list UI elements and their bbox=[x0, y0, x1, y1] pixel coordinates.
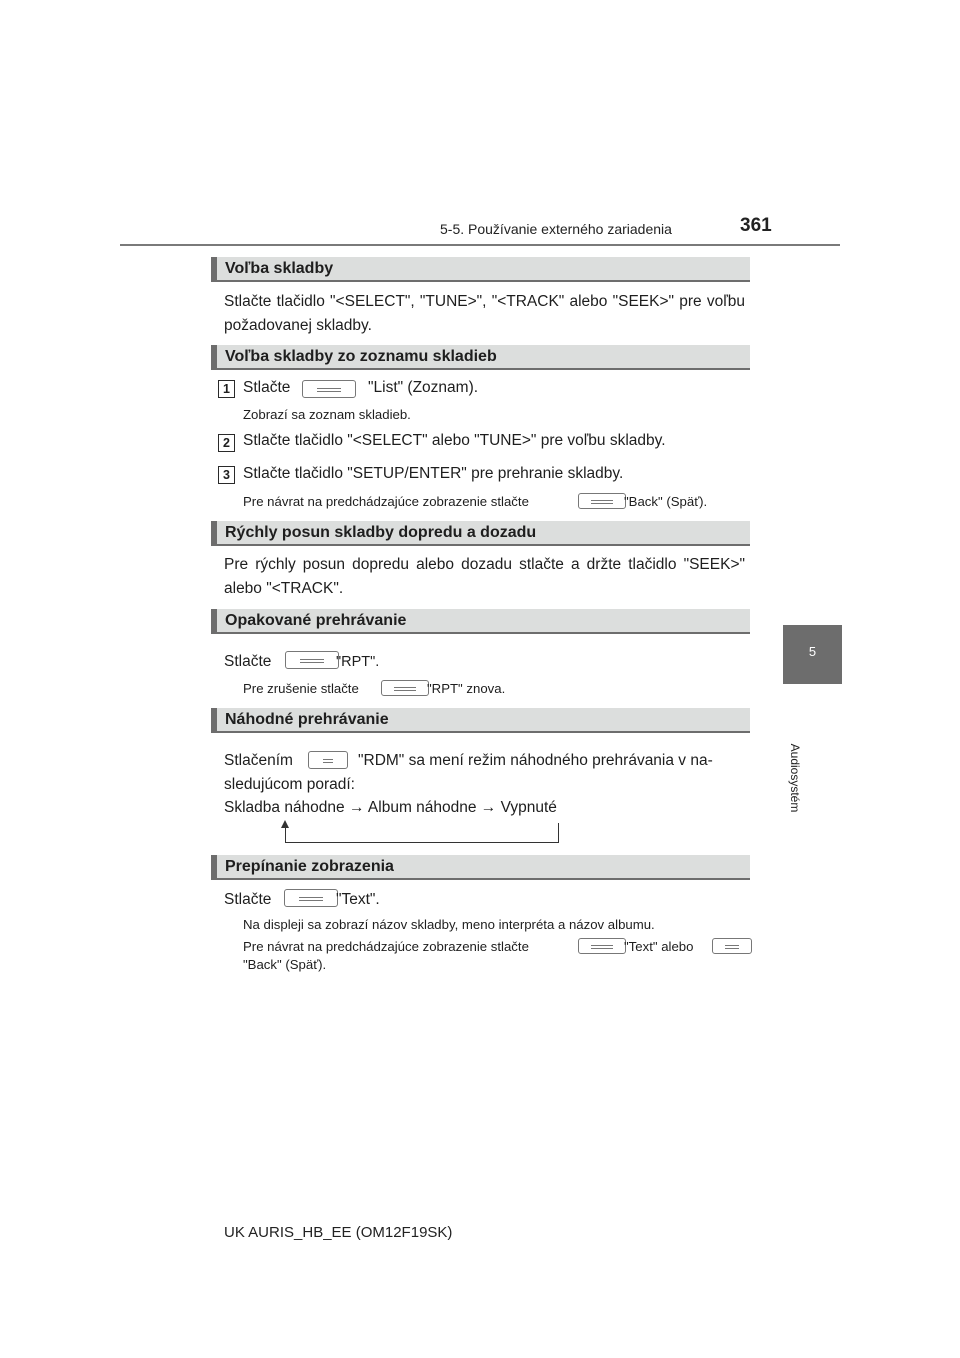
heading-repeat: Opakované prehrávanie bbox=[211, 609, 750, 634]
step3-note-prefix: Pre návrat na predchádzajúce zobrazenie stlačte bbox=[243, 494, 529, 509]
rpt-button-icon-small bbox=[381, 680, 429, 696]
fast-forward-text: Pre rýchly posun dopredu alebo dozadu stlačte a držte tlačidlo "SEEK>" alebo "<TRACK". bbox=[224, 556, 745, 597]
repeat-suffix: "RPT". bbox=[336, 654, 380, 670]
heading-random: Náhodné prehrávanie bbox=[211, 708, 750, 733]
text-button-icon bbox=[284, 889, 338, 907]
heading-track-list: Voľba skladby zo zoznamu skladieb bbox=[211, 345, 750, 370]
chapter-label: Audiosystém bbox=[788, 743, 802, 813]
step1-note: Zobrazí sa zoznam skladieb. bbox=[243, 407, 411, 422]
repeat-note-prefix: Pre zrušenie stlačte bbox=[243, 681, 359, 696]
chapter-number: 5 bbox=[808, 644, 817, 659]
step3-note-suffix: "Back" (Späť). bbox=[624, 494, 708, 509]
back-button-icon bbox=[578, 493, 626, 509]
header-divider bbox=[120, 244, 840, 246]
track-select-text: Stlačte tlačidlo "<SELECT", "TUNE>", "<TRACK" alebo "SEEK>" pre voľbu požadovanej skladby. bbox=[224, 293, 745, 334]
random-sequence: Skladba náhodne → Album náhodne → Vypnuté bbox=[224, 799, 557, 816]
repeat-prefix: Stlačte bbox=[224, 653, 272, 670]
loop-line-right bbox=[558, 823, 559, 843]
page-number: 361 bbox=[740, 215, 772, 236]
step3-text: Stlačte tlačidlo "SETUP/ENTER" pre prehranie skladby. bbox=[243, 465, 624, 482]
loop-line-bottom bbox=[285, 842, 559, 843]
random-prefix: Stlačením bbox=[224, 752, 293, 769]
step-number-2: 2 bbox=[218, 434, 235, 452]
rpt-button-icon bbox=[285, 651, 339, 669]
loop-line-left bbox=[285, 826, 286, 843]
chapter-tab bbox=[783, 625, 842, 684]
repeat-note-suffix: "RPT" znova. bbox=[427, 681, 506, 696]
display-note1: Na displeji sa zobrazí názov skladby, meno interpréta a názov albumu. bbox=[243, 917, 655, 932]
step1-prefix: Stlačte bbox=[243, 379, 291, 396]
display-note2-end: "Back" (Späť). bbox=[243, 957, 327, 972]
model-code: UK AURIS_HB_EE (OM12F19SK) bbox=[224, 1224, 453, 1241]
loop-arrow-head-icon bbox=[281, 820, 289, 828]
display-suffix: "Text". bbox=[336, 891, 380, 908]
display-note2-prefix: Pre návrat na predchádzajúce zobrazenie stlačte bbox=[243, 939, 529, 954]
step1-suffix: "List" (Zoznam). bbox=[368, 379, 479, 396]
text-button-icon-small bbox=[578, 938, 626, 954]
rdm-button-icon bbox=[308, 751, 348, 769]
display-note2-mid: "Text" alebo bbox=[624, 939, 694, 954]
step2-text: Stlačte tlačidlo "<SELECT" alebo "TUNE>" pre voľbu skladby. bbox=[243, 432, 666, 449]
random-line2: sledujúcom poradí: bbox=[224, 776, 355, 793]
section-title: 5-5. Používanie externého zariadenia bbox=[440, 221, 672, 237]
display-prefix: Stlačte bbox=[224, 891, 272, 908]
list-button-icon bbox=[302, 380, 356, 398]
back-button-icon-small bbox=[712, 938, 752, 954]
heading-display: Prepínanie zobrazenia bbox=[211, 855, 750, 880]
step-number-1: 1 bbox=[218, 380, 235, 398]
heading-track-select: Voľba skladby bbox=[211, 257, 750, 282]
heading-fast-forward: Rýchly posun skladby dopredu a dozadu bbox=[211, 521, 750, 546]
random-suffix: "RDM" sa mení režim náhodného prehrávania v na- bbox=[358, 752, 713, 769]
step-number-3: 3 bbox=[218, 466, 235, 484]
